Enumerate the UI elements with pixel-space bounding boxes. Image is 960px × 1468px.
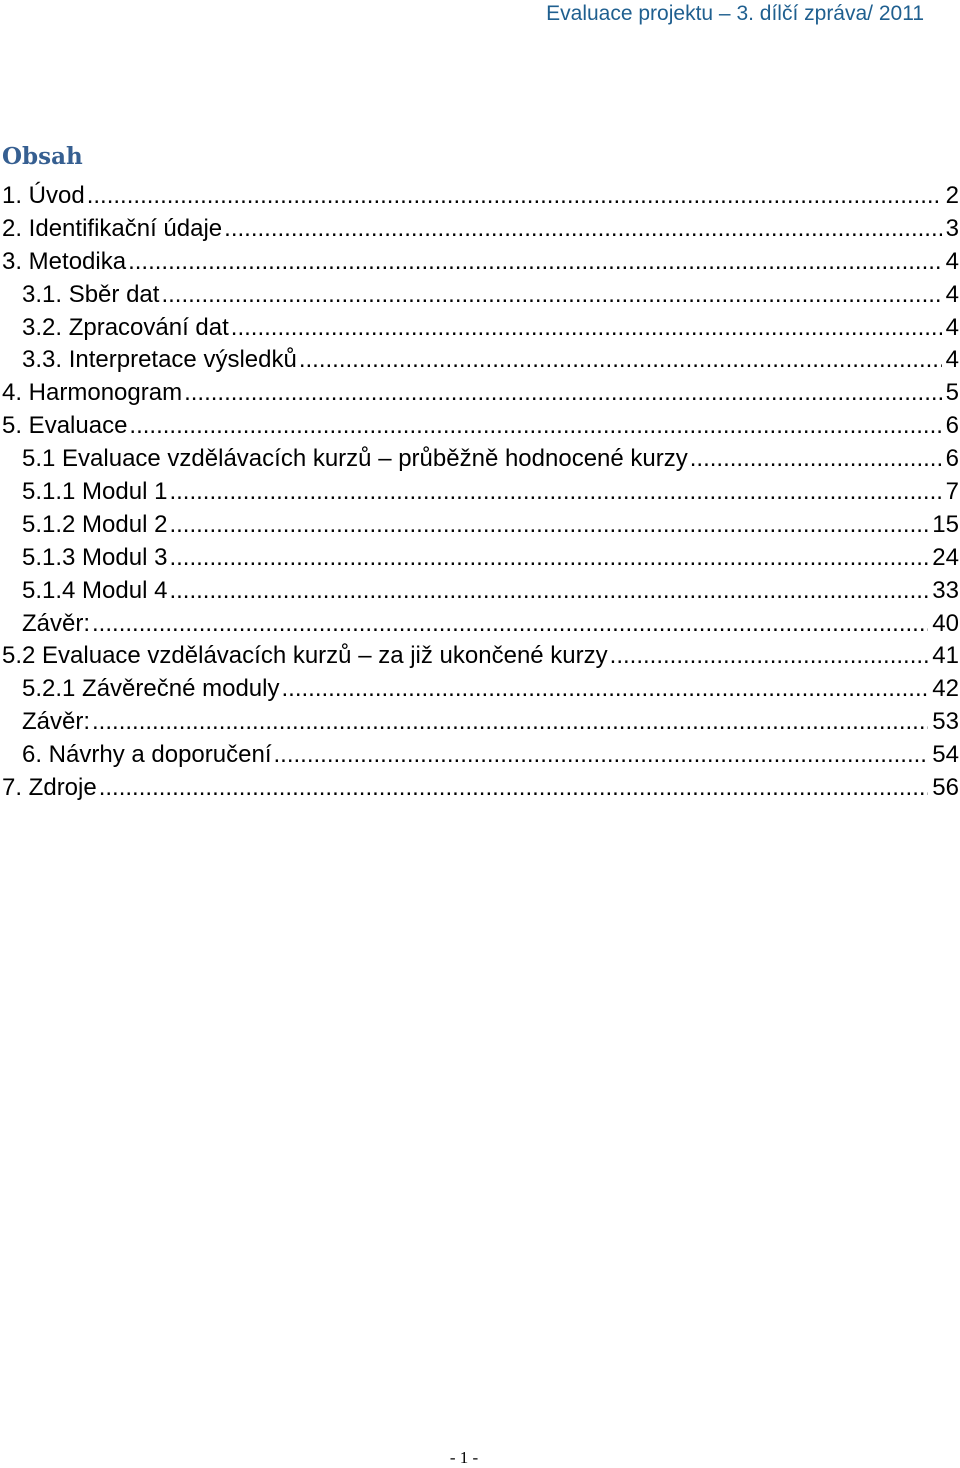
toc-dot-leader [299, 344, 942, 377]
toc-entry-page: 4 [945, 247, 959, 275]
toc-entry-label: 6. Návrhy a doporučení [22, 741, 272, 769]
toc-entry-page: 4 [945, 313, 959, 341]
toc-dot-leader [129, 410, 941, 443]
toc-entry-label: 7. Zdroje [2, 774, 97, 802]
toc-entry[interactable] [0, 344, 960, 377]
toc-entry-label: 1. Úvod [2, 182, 85, 209]
toc-entry-page: 54 [932, 741, 959, 769]
toc-entry-label: 3.3. Interpretace výsledků [22, 346, 297, 374]
toc-entry[interactable] [0, 739, 960, 772]
toc-entry[interactable] [0, 410, 960, 443]
toc-entry-page: 6 [945, 412, 959, 440]
toc-entry-page: 7 [945, 478, 959, 506]
toc-entry-page: 41 [932, 642, 959, 670]
toc-dot-leader [169, 476, 941, 509]
toc-dot-leader [92, 706, 928, 739]
toc-entry-page: 3 [945, 214, 959, 242]
toc-entry-page: 24 [932, 543, 959, 571]
toc-entry[interactable] [0, 673, 960, 706]
toc-entry[interactable] [0, 608, 960, 641]
toc-dot-leader [231, 312, 942, 345]
toc-entry-page: 5 [945, 379, 959, 407]
toc-entry[interactable] [0, 213, 960, 246]
toc-entry-page: 15 [932, 510, 959, 538]
toc-entry-page: 6 [945, 445, 959, 473]
toc-entry-label: 2. Identifikační údaje [2, 214, 223, 242]
toc-entry-label: 4. Harmonogram [2, 379, 183, 407]
toc-entry-label: Závěr: [22, 609, 91, 637]
toc-entry[interactable] [0, 246, 960, 279]
toc-entry[interactable] [0, 476, 960, 509]
page-number: - 1 - [449, 1448, 479, 1467]
toc-entry-label: 3. Metodika [2, 247, 127, 275]
toc-entry-label: Závěr: [22, 708, 91, 736]
toc-entry-page: 56 [932, 774, 959, 802]
toc-entry[interactable] [0, 279, 960, 312]
toc-entry-label: 5.1.2 Modul 2 [22, 510, 168, 538]
toc-dot-leader [169, 575, 928, 608]
toc-dot-leader [169, 542, 928, 575]
toc-entry[interactable] [0, 509, 960, 542]
toc-entry-label: 3.2. Zpracování dat [22, 313, 229, 341]
toc-dot-leader [87, 180, 942, 213]
toc-entry-page: 40 [932, 609, 959, 637]
toc-entry[interactable] [0, 312, 960, 345]
toc-dot-leader [273, 739, 928, 772]
toc-entry-label: 5.1 Evaluace vzdělávacích kurzů – průběžně hodnocené kurzy [22, 445, 688, 473]
toc-dot-leader [161, 279, 941, 312]
toc-entry[interactable] [0, 542, 960, 575]
toc-dot-leader [281, 673, 928, 706]
toc-entry-label: 5.1.4 Modul 4 [22, 576, 168, 604]
toc-dot-leader [99, 772, 929, 805]
toc-dot-leader [169, 509, 928, 542]
toc-dot-leader [184, 377, 942, 410]
toc-entry-label: 5.2 Evaluace vzdělávacích kurzů – za již ukončené kurzy [2, 642, 608, 670]
toc-entry-label: 5. Evaluace [2, 412, 128, 440]
toc-dot-leader [610, 640, 929, 673]
toc-entry[interactable] [0, 180, 960, 213]
toc-entry[interactable] [0, 706, 960, 739]
toc-entry-page: 42 [932, 675, 959, 703]
toc-entry[interactable] [0, 377, 960, 410]
toc-entry-label: 5.1.1 Modul 1 [22, 478, 168, 506]
toc-entry[interactable] [0, 640, 960, 673]
toc-entry-page: 53 [932, 708, 959, 736]
table-of-contents [0, 180, 960, 805]
toc-dot-leader [690, 443, 942, 476]
toc-entry-page: 4 [945, 346, 959, 374]
toc-entry[interactable] [0, 772, 960, 805]
toc-entry-label: 5.2.1 Závěrečné moduly [22, 675, 280, 703]
toc-dot-leader [224, 213, 941, 246]
toc-entry-page: 4 [945, 280, 959, 308]
toc-heading: Obsah [2, 143, 83, 170]
toc-dot-leader [128, 246, 942, 279]
toc-entry[interactable] [0, 575, 960, 608]
toc-entry[interactable] [0, 443, 960, 476]
toc-entry-label: 5.1.3 Modul 3 [22, 543, 168, 571]
running-header: Evaluace projektu – 3. dílčí zpráva/ 2011 [546, 2, 924, 25]
toc-entry-page: 2 [945, 182, 959, 209]
toc-entry-page: 33 [932, 576, 959, 604]
toc-entry-label: 3.1. Sběr dat [22, 280, 160, 308]
toc-dot-leader [92, 608, 928, 641]
